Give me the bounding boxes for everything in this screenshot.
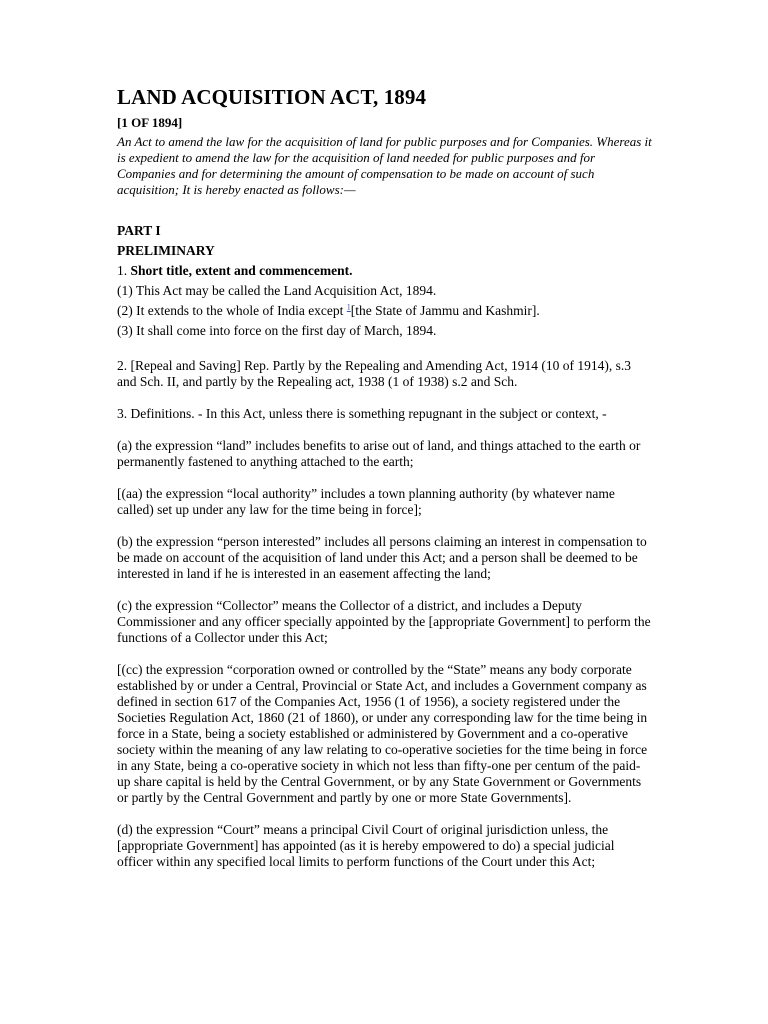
section-1-sub-2-bracket: [the State of Jammu and Kashmir]. xyxy=(350,303,540,318)
act-number: [1 OF 1894] xyxy=(117,115,183,130)
definition-a: (a) the expression “land” includes benefits to arise out of land, and things attached to the earth or permanently fastened to anything attached to the earth; xyxy=(117,438,641,469)
definition-b: (b) the expression “person interested” includes all persons claiming an interest in compensation to be made on account of the acquisition of land under this Act; and a person shall be deemed to be interested in land if he is interested in an easement affecting the land; xyxy=(117,534,647,581)
definition-aa: [(aa) the expression “local authority” includes a town planning authority (by whatever name called) set up under any law for the time being in force]; xyxy=(117,486,615,517)
part-title: PRELIMINARY xyxy=(117,243,215,258)
section-1-title: Short title, extent and commencement. xyxy=(130,263,353,278)
section-1-heading xyxy=(117,261,652,281)
part-label: PART I xyxy=(117,223,161,238)
definition-cc: [(cc) the expression “corporation owned or controlled by the “State” means any body corporate established by or under a Central, Provincial or State Act, and includes a Government company as defined in section 617 of the Companies Act, 1956 (1 of 1956), a society registered under the Societies Regulation Act, 1860 (21 of 1860), or under any corresponding law for the time being in force in a State, being a society established or administered by Government and a co-operative society within the meaning of any law relating to co-operative societies for the time being in force in any State, being a co-operative society in which not less than fifty-one per centum of the paid-up share capital is held by the Central Government, or by any State Government or Governments or partly by the Central Government and partly by one or more State Governments]. xyxy=(117,662,648,805)
document-page xyxy=(117,84,652,870)
act-title: LAND ACQUISITION ACT, 1894 xyxy=(117,85,427,109)
section-1-sub-2-text: (2) It extends to the whole of India except xyxy=(117,303,347,318)
act-preamble: An Act to amend the law for the acquisition of land for public purposes and for Companies. Whereas it is expedient to amend the law for the acquisition of land needed for public purposes and for Companies and for determining the amount of compensation to be made on account of such acquisition; It is hereby enacted as follows:— xyxy=(117,134,652,197)
definition-c: (c) the expression “Collector” means the Collector of a district, and includes a Deputy Commissioner and any officer specially appointed by the [appropriate Government] to perform the functions of a Collector under this Act; xyxy=(117,598,651,645)
section-2: 2. [Repeal and Saving] Rep. Partly by the Repealing and Amending Act, 1914 (10 of 1914), s.3 and Sch. II, and partly by the Repealing act, 1938 (1 of 1938) s.2 and Sch. xyxy=(117,358,632,389)
section-1-number: 1. xyxy=(117,263,131,278)
footnote-link[interactable]: 1 xyxy=(346,302,351,312)
section-1-sub-1: (1) This Act may be called the Land Acquisition Act, 1894. xyxy=(117,283,437,298)
section-1-sub-3: (3) It shall come into force on the first day of March, 1894. xyxy=(117,323,437,338)
section-3-intro: 3. Definitions. - In this Act, unless there is something repugnant in the subject or context, - xyxy=(117,406,607,421)
definition-d: (d) the expression “Court” means a principal Civil Court of original jurisdiction unless, the [appropriate Government] has appointed (as it is hereby empowered to do) a special judicial officer within any specified local limits to perform functions of the Court under this Act; xyxy=(117,822,615,869)
section-1-sub-2 xyxy=(117,301,652,321)
